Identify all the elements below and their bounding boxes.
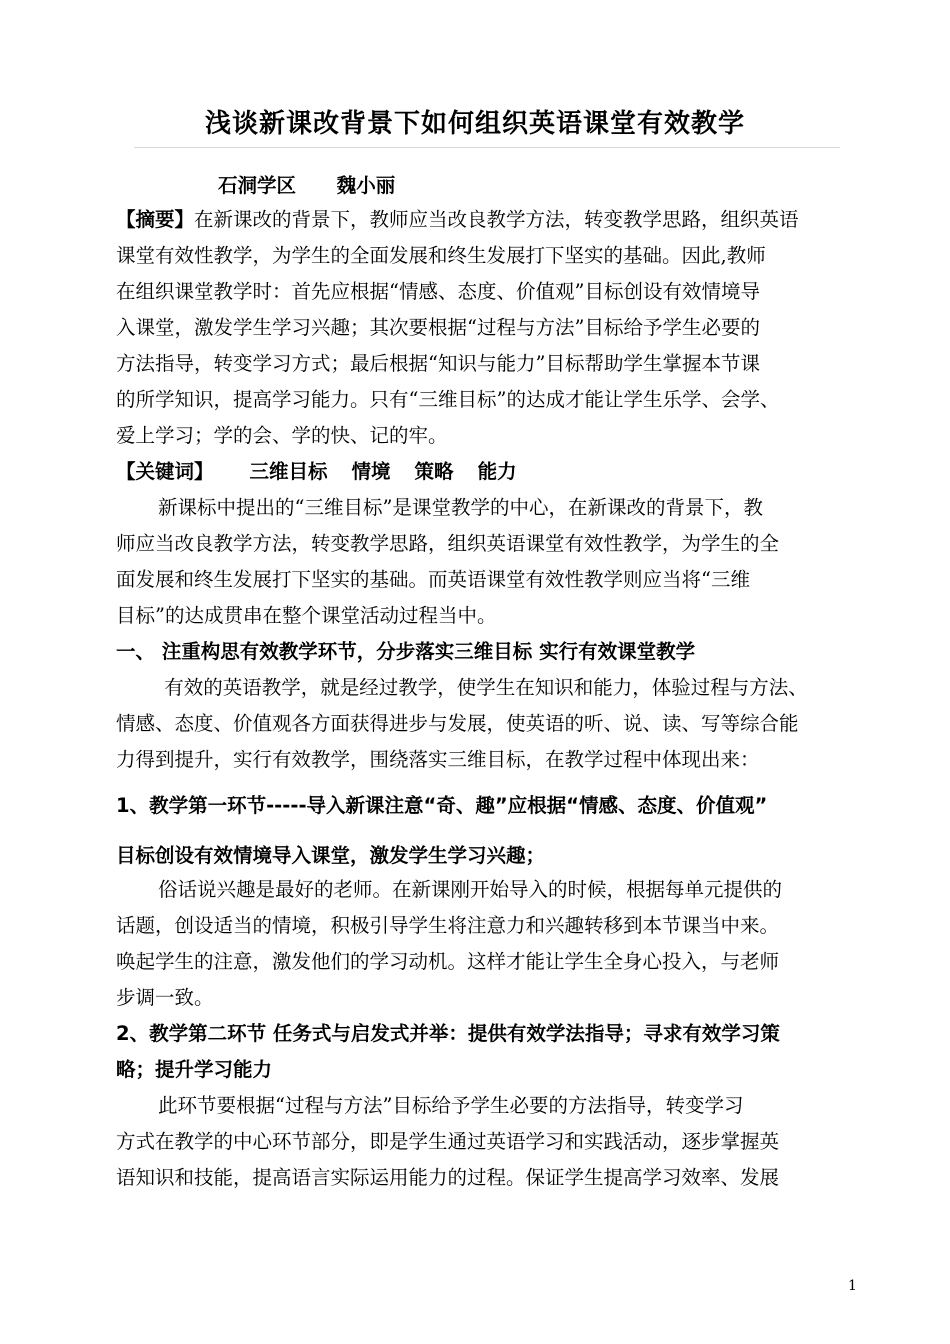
step-1-line-1: 俗话说兴趣是最好的老师。在新课刚开始导入的时候，根据每单元提供的 — [158, 878, 783, 901]
intro-line-4: 目标”的达成贯串在整个课堂活动过程当中。 — [116, 604, 497, 627]
step-2-heading-line-2: 略；提升学习能力 — [116, 1058, 273, 1081]
section-1-line-2: 情感、态度、价值观各方面获得进步与发展，使英语的听、说、读、写等综合能 — [116, 712, 799, 735]
keywords-label: 【关键词】 — [116, 460, 214, 483]
step-2-line-3: 语知识和技能，提高语言实际运用能力的过程。保证学生提高学习效率、发展 — [116, 1166, 780, 1189]
keyword: 能力 — [477, 460, 517, 483]
step-2-line-2: 方式在教学的中心环节部分，即是学生通过英语学习和实践活动，逐步掌握英 — [116, 1130, 780, 1153]
abstract-line-5: 方法指导，转变学习方式；最后根据“知识与能力”目标帮助学生掌握本节课 — [116, 352, 760, 375]
keyword: 三维目标 — [249, 460, 328, 483]
abstract-line-3: 在组织课堂教学时：首先应根据“情感、态度、价值观”目标创设有效情境导 — [116, 280, 760, 303]
author-line: 石洞学区 魏小丽 — [218, 174, 396, 197]
abstract-line-4: 入课堂，激发学生学习兴趣；其次要根据“过程与方法”目标给予学生必要的 — [116, 316, 760, 339]
section-1-heading: 一、 注重构思有效教学环节，分步落实三维目标 实行有效课堂教学 — [116, 640, 696, 663]
abstract-line-7: 爱上学习；学的会、学的快、记的牢。 — [116, 424, 448, 447]
keyword: 情境 — [351, 460, 391, 483]
step-1-line-4: 步调一致。 — [116, 986, 214, 1009]
step-2-heading-line-1: 2、教学第二环节 任务式与启发式并举：提供有效学法指导；寻求有效学习策 — [116, 1022, 780, 1045]
step-1-line-2: 话题，创设适当的情境，积极引导学生将注意力和兴趣转移到本节课当中来。 — [116, 914, 780, 937]
document-title: 浅谈新课改背景下如何组织英语课堂有效教学 — [204, 109, 745, 139]
title-divider — [134, 147, 840, 148]
step-1-heading-line-1: 1、教学第一环节-----导入新课注意“奇、趣”应根据“情感、态度、价值观” — [116, 794, 768, 817]
keyword: 策略 — [414, 460, 454, 483]
section-1-line-1: 有效的英语教学，就是经过教学，使学生在知识和能力，体验过程与方法、 — [158, 676, 808, 699]
section-1-line-3: 力得到提升，实行有效教学，围绕落实三维目标，在教学过程中体现出来： — [116, 748, 760, 771]
page-number: 1 — [848, 1278, 857, 1294]
step-1-line-3: 唤起学生的注意，激发他们的学习动机。这样才能让学生全身心投入，与老师 — [116, 950, 780, 973]
keywords-line — [116, 454, 876, 490]
intro-line-3: 面发展和终生发展打下坚实的基础。而英语课堂有效性教学则应当将“三维 — [116, 568, 750, 591]
abstract-line-6: 的所学知识，提高学习能力。只有“三维目标”的达成才能让学生乐学、会学、 — [116, 388, 780, 411]
intro-line-2: 师应当改良教学方法，转变教学思路，组织英语课堂有效性教学，为学生的全 — [116, 532, 780, 555]
abstract-line-2: 课堂有效性教学，为学生的全面发展和终生发展打下坚实的基础。因此,教师 — [116, 244, 766, 267]
step-2-line-1: 此环节要根据“过程与方法”目标给予学生必要的方法指导，转变学习 — [158, 1094, 744, 1117]
abstract-label: 【摘要】 — [116, 208, 195, 231]
intro-line-1: 新课标中提出的“三维目标”是课堂教学的中心，在新课改的背景下，教 — [158, 496, 763, 519]
abstract-line-1: 【摘要】在新课改的背景下，教师应当改良教学方法，转变教学思路，组织英语 — [116, 208, 799, 231]
step-1-heading-line-2: 目标创设有效情境导入课堂，激发学生学习兴趣； — [116, 844, 546, 867]
